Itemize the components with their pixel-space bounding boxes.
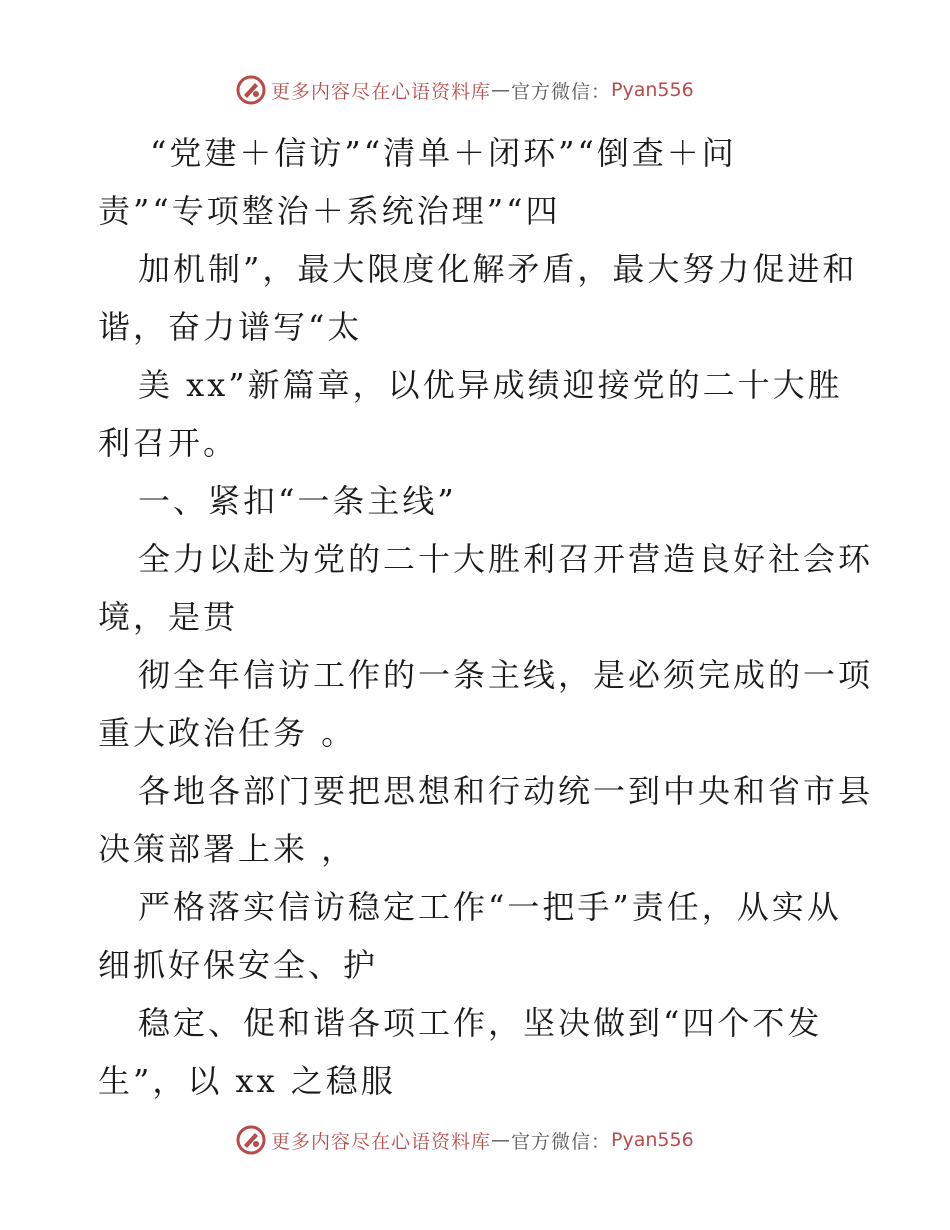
body-line: 重大政治任务 。 bbox=[98, 714, 357, 752]
body-line: 决策部署上来 ， bbox=[98, 830, 357, 868]
body-line: 加机制”，最大限度化解矛盾，最大努力促进和 bbox=[138, 250, 858, 288]
body-line: 生”，以 xx 之稳服 bbox=[98, 1062, 396, 1100]
separator: — bbox=[491, 79, 512, 101]
seal-logo-icon bbox=[235, 1124, 267, 1156]
body-line: 境，是贯 bbox=[98, 598, 239, 636]
body-line: 各地各部门要把思想和行动统一到中央和省市县 bbox=[138, 772, 874, 810]
official-label: 官方微信： bbox=[511, 80, 612, 103]
body-line: 严格落实信访稳定工作“一把手”责任，从实从 bbox=[138, 888, 842, 926]
header-banner bbox=[235, 72, 694, 108]
body-line: “党建＋信访”“清单＋闭环”“倒查＋问 bbox=[150, 134, 737, 172]
site-name: 更多内容尽在心语资料库 bbox=[271, 80, 492, 103]
wechat-id: Pyan556 bbox=[611, 1129, 694, 1151]
section-heading: 一、紧扣“一条主线” bbox=[138, 482, 457, 520]
body-line: 全力以赴为党的二十大胜利召开营造良好社会环 bbox=[138, 540, 874, 578]
body-line: 责”“专项整治＋系统治理”“四 bbox=[98, 192, 561, 230]
document-body bbox=[98, 124, 874, 1110]
body-line: 彻全年信访工作的一条主线，是必须完成的一项 bbox=[138, 656, 874, 694]
body-line: 美 xx”新篇章，以优异成绩迎接党的二十大胜 bbox=[138, 366, 843, 404]
separator: — bbox=[491, 1129, 512, 1151]
body-line: 谐，奋力谱写“太 bbox=[98, 308, 363, 346]
seal-logo-icon bbox=[235, 74, 267, 106]
body-line: 稳定、促和谐各项工作，坚决做到“四个不发 bbox=[138, 1004, 823, 1042]
official-label: 官方微信： bbox=[511, 1130, 612, 1153]
site-name: 更多内容尽在心语资料库 bbox=[271, 1130, 492, 1153]
footer-banner bbox=[235, 1122, 694, 1158]
body-line: 细抓好保安全、护 bbox=[98, 946, 379, 984]
wechat-id: Pyan556 bbox=[611, 79, 694, 101]
body-line: 利召开。 bbox=[98, 424, 239, 462]
